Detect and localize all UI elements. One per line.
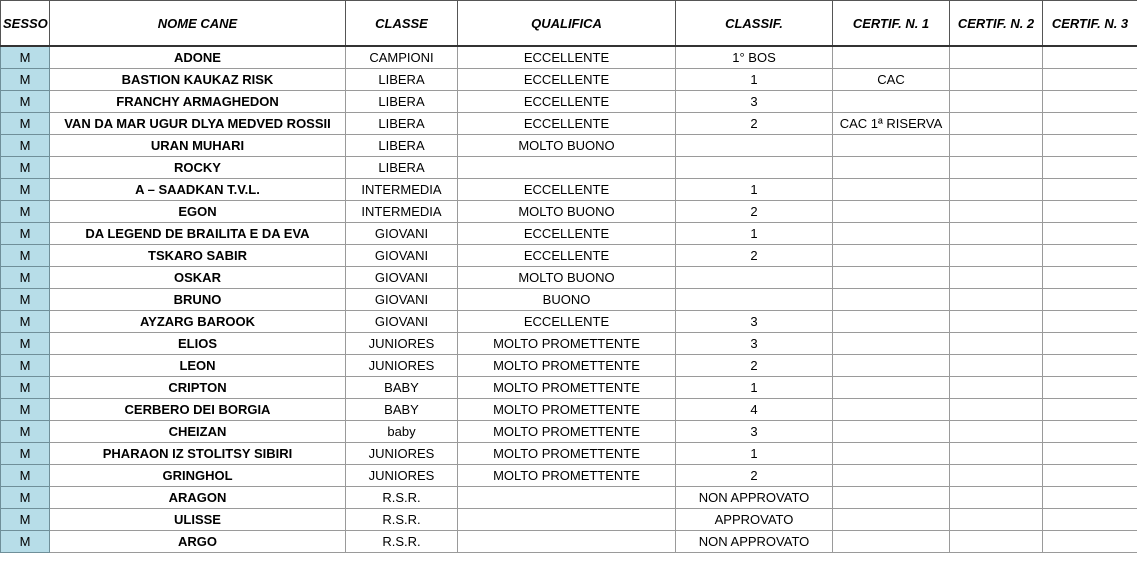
table-row [1, 289, 1137, 311]
cell-classif[interactable]: NON APPROVATO [676, 531, 833, 553]
cell-certif-1[interactable]: CAC [833, 69, 950, 91]
cell-classif[interactable]: 1 [676, 443, 833, 465]
cell-certif-1[interactable] [833, 157, 950, 179]
cell-certif-2[interactable] [950, 465, 1043, 487]
table-row [1, 311, 1137, 333]
table-row [1, 179, 1137, 201]
cell-classe[interactable]: GIOVANI [346, 311, 458, 333]
header-certif-3: CERTIF. N. 3 [1043, 1, 1137, 47]
cell-certif-2[interactable] [950, 289, 1043, 311]
cell-certif-1[interactable] [833, 245, 950, 267]
cell-certif-1[interactable] [833, 377, 950, 399]
cell-certif-3[interactable] [1043, 223, 1137, 245]
cell-qualifica[interactable]: ECCELLENTE [458, 46, 676, 69]
table-row [1, 157, 1137, 179]
cell-certif-2[interactable] [950, 267, 1043, 289]
cell-qualifica[interactable]: MOLTO BUONO [458, 201, 676, 223]
cell-classif[interactable]: 1° BOS [676, 46, 833, 69]
cell-qualifica[interactable]: ECCELLENTE [458, 69, 676, 91]
cell-certif-1[interactable]: CAC 1ª RISERVA [833, 113, 950, 135]
cell-certif-2[interactable] [950, 223, 1043, 245]
header-nome-cane: NOME CANE [50, 1, 346, 47]
cell-certif-3[interactable] [1043, 46, 1137, 69]
cell-certif-3[interactable] [1043, 157, 1137, 179]
cell-nome-cane[interactable]: CERBERO DEI BORGIA [50, 399, 346, 421]
table-row [1, 245, 1137, 267]
cell-classe[interactable]: GIOVANI [346, 245, 458, 267]
cell-certif-3[interactable] [1043, 355, 1137, 377]
table-row [1, 399, 1137, 421]
header-row [1, 1, 1137, 47]
cell-classif[interactable]: 2 [676, 465, 833, 487]
cell-classe[interactable]: LIBERA [346, 69, 458, 91]
cell-nome-cane[interactable]: ADONE [50, 46, 346, 69]
cell-classe[interactable]: R.S.R. [346, 487, 458, 509]
cell-sesso[interactable]: M [1, 377, 50, 399]
cell-certif-2[interactable] [950, 355, 1043, 377]
cell-qualifica[interactable]: MOLTO PROMETTENTE [458, 377, 676, 399]
cell-classif[interactable]: NON APPROVATO [676, 487, 833, 509]
cell-nome-cane[interactable]: ARAGON [50, 487, 346, 509]
table-row [1, 135, 1137, 157]
cell-nome-cane[interactable]: ARGO [50, 531, 346, 553]
table-row [1, 355, 1137, 377]
cell-sesso[interactable]: M [1, 135, 50, 157]
cell-nome-cane[interactable]: DA LEGEND DE BRAILITA E DA EVA [50, 223, 346, 245]
cell-classif[interactable]: 3 [676, 421, 833, 443]
cell-certif-2[interactable] [950, 509, 1043, 531]
cell-classif[interactable]: APPROVATO [676, 509, 833, 531]
cell-nome-cane[interactable]: GRINGHOL [50, 465, 346, 487]
header-certif-1: CERTIF. N. 1 [833, 1, 950, 47]
cell-sesso[interactable]: M [1, 267, 50, 289]
cell-certif-1[interactable] [833, 465, 950, 487]
cell-classif[interactable]: 1 [676, 377, 833, 399]
cell-classif[interactable]: 3 [676, 91, 833, 113]
cell-certif-1[interactable] [833, 267, 950, 289]
cell-classif[interactable]: 1 [676, 223, 833, 245]
cell-qualifica[interactable]: MOLTO PROMETTENTE [458, 421, 676, 443]
cell-certif-3[interactable] [1043, 245, 1137, 267]
cell-sesso[interactable]: M [1, 46, 50, 69]
cell-certif-2[interactable] [950, 421, 1043, 443]
cell-sesso[interactable]: M [1, 113, 50, 135]
cell-sesso[interactable]: M [1, 245, 50, 267]
cell-certif-3[interactable] [1043, 91, 1137, 113]
cell-certif-3[interactable] [1043, 69, 1137, 91]
cell-certif-2[interactable] [950, 311, 1043, 333]
cell-classe[interactable]: JUNIORES [346, 443, 458, 465]
cell-classif[interactable]: 2 [676, 113, 833, 135]
cell-certif-2[interactable] [950, 443, 1043, 465]
cell-sesso[interactable]: M [1, 157, 50, 179]
cell-nome-cane[interactable]: ULISSE [50, 509, 346, 531]
cell-nome-cane[interactable]: BASTION KAUKAZ RISK [50, 69, 346, 91]
cell-classe[interactable]: GIOVANI [346, 267, 458, 289]
cell-certif-1[interactable] [833, 355, 950, 377]
cell-classif[interactable] [676, 267, 833, 289]
cell-classif[interactable]: 1 [676, 69, 833, 91]
cell-classif[interactable]: 3 [676, 311, 833, 333]
cell-nome-cane[interactable]: CHEIZAN [50, 421, 346, 443]
table-row [1, 487, 1137, 509]
cell-qualifica[interactable]: BUONO [458, 289, 676, 311]
cell-sesso[interactable]: M [1, 69, 50, 91]
cell-qualifica[interactable]: ECCELLENTE [458, 223, 676, 245]
cell-qualifica[interactable]: MOLTO PROMETTENTE [458, 399, 676, 421]
cell-sesso[interactable]: M [1, 201, 50, 223]
cell-certif-3[interactable] [1043, 201, 1137, 223]
cell-qualifica[interactable] [458, 531, 676, 553]
cell-nome-cane[interactable]: LEON [50, 355, 346, 377]
cell-classe[interactable]: R.S.R. [346, 531, 458, 553]
cell-nome-cane[interactable]: A – SAADKAN T.V.L. [50, 179, 346, 201]
cell-certif-3[interactable] [1043, 311, 1137, 333]
cell-nome-cane[interactable]: AYZARG BAROOK [50, 311, 346, 333]
cell-certif-3[interactable] [1043, 135, 1137, 157]
cell-qualifica[interactable]: ECCELLENTE [458, 91, 676, 113]
header-classif: CLASSIF. [676, 1, 833, 47]
cell-certif-3[interactable] [1043, 179, 1137, 201]
table-row [1, 465, 1137, 487]
cell-classe[interactable]: BABY [346, 377, 458, 399]
cell-certif-1[interactable] [833, 46, 950, 69]
cell-certif-2[interactable] [950, 245, 1043, 267]
cell-certif-3[interactable] [1043, 333, 1137, 355]
cell-nome-cane[interactable]: EGON [50, 201, 346, 223]
cell-qualifica[interactable]: ECCELLENTE [458, 311, 676, 333]
table-row [1, 267, 1137, 289]
cell-certif-3[interactable] [1043, 531, 1137, 553]
cell-nome-cane[interactable]: VAN DA MAR UGUR DLYA MEDVED ROSSII [50, 113, 346, 135]
cell-classe[interactable]: JUNIORES [346, 465, 458, 487]
cell-classe[interactable]: R.S.R. [346, 509, 458, 531]
cell-qualifica[interactable]: MOLTO BUONO [458, 267, 676, 289]
table-row [1, 377, 1137, 399]
table-row [1, 91, 1137, 113]
cell-certif-3[interactable] [1043, 289, 1137, 311]
cell-classif[interactable]: 1 [676, 179, 833, 201]
cell-certif-1[interactable] [833, 223, 950, 245]
cell-qualifica[interactable]: ECCELLENTE [458, 113, 676, 135]
cell-qualifica[interactable]: ECCELLENTE [458, 179, 676, 201]
cell-classif[interactable]: 4 [676, 399, 833, 421]
cell-nome-cane[interactable]: BRUNO [50, 289, 346, 311]
cell-nome-cane[interactable]: CRIPTON [50, 377, 346, 399]
cell-qualifica[interactable]: MOLTO PROMETTENTE [458, 355, 676, 377]
cell-classe[interactable]: baby [346, 421, 458, 443]
cell-classe[interactable]: GIOVANI [346, 223, 458, 245]
cell-nome-cane[interactable]: FRANCHY ARMAGHEDON [50, 91, 346, 113]
cell-certif-1[interactable] [833, 531, 950, 553]
cell-classe[interactable]: INTERMEDIA [346, 179, 458, 201]
cell-certif-2[interactable] [950, 91, 1043, 113]
cell-qualifica[interactable]: ECCELLENTE [458, 245, 676, 267]
cell-classe[interactable]: LIBERA [346, 135, 458, 157]
cell-classe[interactable]: CAMPIONI [346, 46, 458, 69]
cell-qualifica[interactable]: MOLTO PROMETTENTE [458, 333, 676, 355]
cell-sesso[interactable]: M [1, 465, 50, 487]
cell-certif-2[interactable] [950, 531, 1043, 553]
table-row [1, 46, 1137, 69]
cell-certif-2[interactable] [950, 69, 1043, 91]
cell-certif-1[interactable] [833, 509, 950, 531]
cell-certif-3[interactable] [1043, 487, 1137, 509]
cell-certif-3[interactable] [1043, 421, 1137, 443]
cell-classe[interactable]: LIBERA [346, 91, 458, 113]
header-certif-2: CERTIF. N. 2 [950, 1, 1043, 47]
cell-sesso[interactable]: M [1, 487, 50, 509]
cell-classif[interactable]: 2 [676, 201, 833, 223]
cell-sesso[interactable]: M [1, 223, 50, 245]
cell-qualifica[interactable] [458, 487, 676, 509]
table-row [1, 421, 1137, 443]
cell-qualifica[interactable] [458, 157, 676, 179]
cell-nome-cane[interactable]: OSKAR [50, 267, 346, 289]
cell-certif-2[interactable] [950, 157, 1043, 179]
cell-nome-cane[interactable]: URAN MUHARI [50, 135, 346, 157]
cell-certif-1[interactable] [833, 179, 950, 201]
cell-sesso[interactable]: M [1, 421, 50, 443]
cell-classif[interactable] [676, 289, 833, 311]
cell-classif[interactable]: 2 [676, 355, 833, 377]
cell-certif-1[interactable] [833, 443, 950, 465]
cell-classif[interactable]: 3 [676, 333, 833, 355]
table-row [1, 531, 1137, 553]
cell-certif-2[interactable] [950, 333, 1043, 355]
table-row [1, 223, 1137, 245]
cell-sesso[interactable]: M [1, 311, 50, 333]
cell-certif-3[interactable] [1043, 509, 1137, 531]
table-row [1, 69, 1137, 91]
cell-certif-1[interactable] [833, 91, 950, 113]
cell-classe[interactable]: BABY [346, 399, 458, 421]
cell-qualifica[interactable] [458, 509, 676, 531]
cell-classe[interactable]: JUNIORES [346, 355, 458, 377]
cell-classe[interactable]: LIBERA [346, 113, 458, 135]
cell-classe[interactable]: JUNIORES [346, 333, 458, 355]
cell-sesso[interactable]: M [1, 91, 50, 113]
cell-sesso[interactable]: M [1, 333, 50, 355]
cell-classe[interactable]: GIOVANI [346, 289, 458, 311]
header-sesso: SESSO [1, 1, 50, 47]
cell-sesso[interactable]: M [1, 531, 50, 553]
cell-certif-2[interactable] [950, 487, 1043, 509]
cell-nome-cane[interactable]: TSKARO SABIR [50, 245, 346, 267]
header-classe: CLASSE [346, 1, 458, 47]
table-row [1, 443, 1137, 465]
table-row [1, 509, 1137, 531]
cell-certif-1[interactable] [833, 487, 950, 509]
cell-sesso[interactable]: M [1, 289, 50, 311]
cell-classif[interactable] [676, 157, 833, 179]
cell-certif-3[interactable] [1043, 443, 1137, 465]
cell-sesso[interactable]: M [1, 509, 50, 531]
cell-certif-1[interactable] [833, 289, 950, 311]
cell-certif-3[interactable] [1043, 377, 1137, 399]
cell-certif-1[interactable] [833, 311, 950, 333]
cell-certif-2[interactable] [950, 399, 1043, 421]
table-row [1, 201, 1137, 223]
cell-certif-1[interactable] [833, 333, 950, 355]
cell-nome-cane[interactable]: ELIOS [50, 333, 346, 355]
cell-certif-2[interactable] [950, 46, 1043, 69]
cell-certif-1[interactable] [833, 135, 950, 157]
table-row [1, 113, 1137, 135]
cell-certif-3[interactable] [1043, 465, 1137, 487]
cell-certif-2[interactable] [950, 113, 1043, 135]
cell-certif-1[interactable] [833, 399, 950, 421]
cell-qualifica[interactable]: MOLTO BUONO [458, 135, 676, 157]
cell-certif-1[interactable] [833, 421, 950, 443]
cell-classe[interactable]: INTERMEDIA [346, 201, 458, 223]
cell-classif[interactable]: 2 [676, 245, 833, 267]
cell-qualifica[interactable]: MOLTO PROMETTENTE [458, 443, 676, 465]
cell-certif-3[interactable] [1043, 113, 1137, 135]
cell-classif[interactable] [676, 135, 833, 157]
cell-sesso[interactable]: M [1, 179, 50, 201]
table-row [1, 333, 1137, 355]
cell-sesso[interactable]: M [1, 443, 50, 465]
cell-certif-2[interactable] [950, 135, 1043, 157]
cell-classe[interactable]: LIBERA [346, 157, 458, 179]
cell-certif-2[interactable] [950, 201, 1043, 223]
cell-nome-cane[interactable]: ROCKY [50, 157, 346, 179]
cell-qualifica[interactable]: MOLTO PROMETTENTE [458, 465, 676, 487]
cell-certif-1[interactable] [833, 201, 950, 223]
cell-certif-3[interactable] [1043, 399, 1137, 421]
header-qualifica: QUALIFICA [458, 1, 676, 47]
cell-sesso[interactable]: M [1, 399, 50, 421]
cell-nome-cane[interactable]: PHARAON IZ STOLITSY SIBIRI [50, 443, 346, 465]
cell-certif-2[interactable] [950, 377, 1043, 399]
cell-sesso[interactable]: M [1, 355, 50, 377]
cell-certif-3[interactable] [1043, 267, 1137, 289]
cell-certif-2[interactable] [950, 179, 1043, 201]
